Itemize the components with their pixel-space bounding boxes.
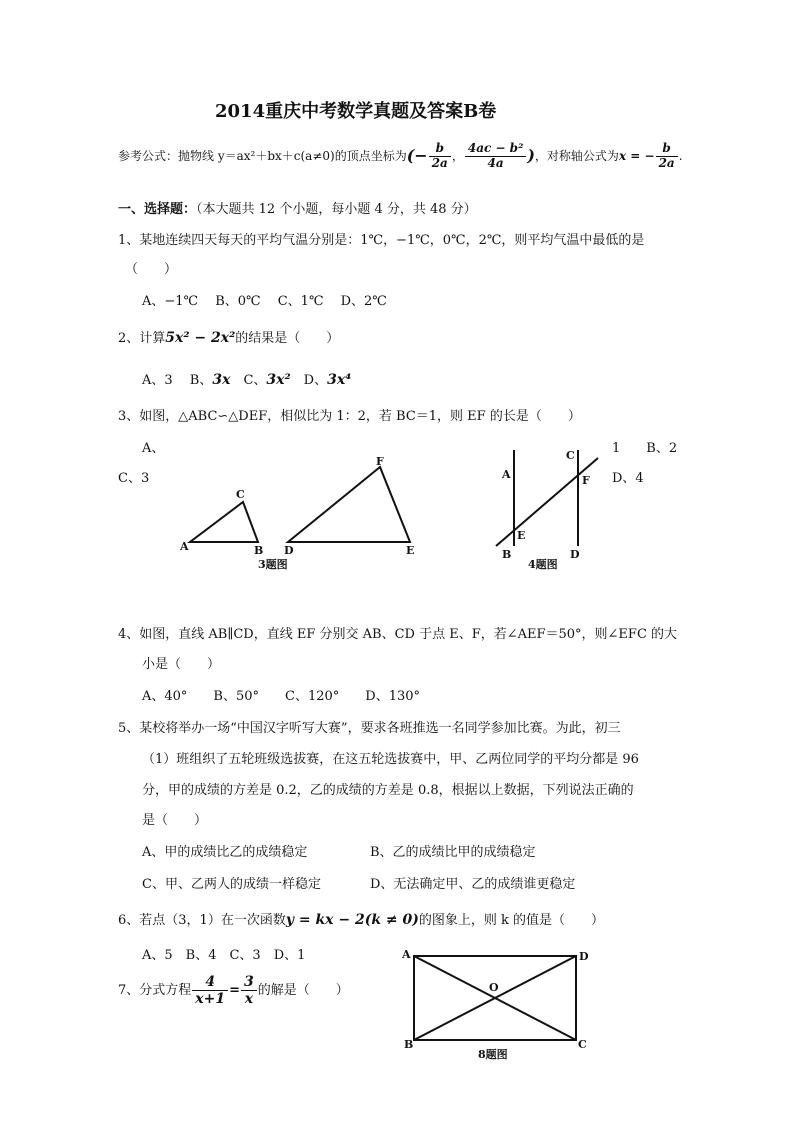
q5-opt-c: C、甲、乙两人的成绩一样稳定 [142,877,321,892]
q4-line2: 小是（ ） [142,657,221,672]
line-ef [496,458,598,546]
fig4-label-a: A [502,468,511,481]
q2-opt-a: A、3 B、 [142,373,213,388]
fig8-label-a: A [402,948,411,961]
section-header [118,203,477,216]
q5-opt-a: A、甲的成绩比乙的成绩稳定 [142,845,308,860]
formula-lparen: (− [406,146,428,166]
q5-line1: 5、某校将举办一场“中国汉字听写大赛”，要求各班推选一名同学参加比赛。为此，初三 [118,721,621,736]
q7-pre: 7、分式方程 [118,983,192,999]
fig4-label-f: F [582,474,590,487]
q3-opt-d: D、4 [612,471,644,486]
formula-mid: ，对称轴公式为 [534,149,619,164]
formula-f1-num: b [429,142,451,157]
fig8-caption: 8题图 [478,1048,508,1061]
q2-opt-d-label: D、 [290,373,328,388]
fig3-label-f: F [376,455,384,468]
q1-line1: 1、某地连续四天每天的平均气温分别是：1℃，−1℃，0℃，2℃，则平均气温中最低的是 [118,233,645,248]
q6-options: A、5 B、4 C、3 D、1 [142,948,306,963]
fig3-caption: 3题图 [258,558,288,571]
figure-3 [170,450,430,580]
triangle-def [288,467,410,542]
formula-f1-den: 2a [431,155,448,170]
q6-pre: 6、若点（3，1）在一次函数 [118,913,286,928]
fig3-label-c: C [236,488,245,501]
section-title: 一、选择题： [118,202,197,217]
formula-comma: ， [451,149,464,164]
q2-opt-d: 3x⁴ [327,372,352,388]
fig3-label-e: E [406,544,415,557]
figure-8 [398,942,598,1067]
q7-post: 的解是（ ） [257,983,349,999]
q1-options: A、−1℃ B、0℃ C、1℃ D、2℃ [142,294,387,309]
q5-line3: 分，甲的成绩的方差是 0.2，乙的成绩的方差是 0.8，根据以上数据，下列说法正确的 [142,783,634,798]
q7-f1-den: x+1 [195,991,226,1008]
formula-prefix: 参考公式：抛物线 y＝ax²＋bx＋c(a≠0)的顶点坐标为 [118,149,407,164]
q7-f1-num: 4 [192,974,228,991]
formula-f3-den: 2a [658,155,675,170]
fig4-label-b: B [502,548,512,561]
q2-opt-c-label: C、 [230,373,267,388]
formula-fraction-1 [429,142,451,171]
section-desc: （本大题共 12 个小题，每小题 4 分，共 48 分） [196,202,477,217]
fig4-label-e: E [517,529,526,542]
fig4-label-d: D [570,548,580,561]
q6-post: 的图象上，则 k 的值是（ ） [418,913,605,928]
q2-options [142,373,351,387]
q5-opt-d: D、无法确定甲、乙的成绩谁更稳定 [370,877,576,892]
q3-stem: 3、如图，△ABC∽△DEF，相似比为 1：2，若 BC＝1，则 EF 的长是（ ） [118,409,581,424]
q3-opt-a-b: 1 B、2 [612,441,678,456]
formula-fraction-3 [656,142,678,171]
q6-stem [118,913,604,927]
q2-expr: 5x² − 2x² [165,330,236,346]
q7-stem [118,974,349,1007]
q4-line1: 4、如图，直线 AB∥CD，直线 EF 分别交 AB、CD 于点 E、F，若∠AEF＝50°，则∠EFC 的大 [118,627,678,642]
q1-line2: （ ） [125,262,178,277]
q7-fraction-1 [192,974,228,1007]
q6-expr: y = kx − 2(k ≠ 0) [285,912,419,928]
figure-4 [490,440,610,575]
fig4-caption: 4题图 [528,558,558,571]
formula-fraction-2 [465,142,527,171]
q5-opt-b: B、乙的成绩比甲的成绩稳定 [370,845,536,860]
formula-x-eq: x = − [618,149,655,164]
q7-f2-num: 3 [241,974,257,991]
q3-opt-a: A、 [142,441,165,456]
q5-line4: 是（ ） [142,813,208,828]
q2-pre: 2、计算 [118,331,166,346]
q7-f2-den: x [244,991,254,1008]
fig3-label-a: A [180,540,189,553]
formula-end: . [678,149,683,164]
q4-options: A、40° B、50° C、120° D、130° [142,689,421,704]
fig8-label-c: C [578,1038,587,1051]
q2-opt-c: 3x² [266,372,291,388]
reference-formula [118,142,683,171]
triangle-abc [190,502,258,542]
fig3-label-b: B [254,544,264,557]
q7-eq: = [229,983,241,999]
q3-opt-c: C、3 [118,471,150,486]
page-title: 2014重庆中考数学真题及答案B卷 [215,101,497,122]
q5-line2: （1）班组织了五轮班级选拔赛，在这五轮选拔赛中，甲、乙两位同学的平均分都是 96 [142,752,639,767]
fig8-label-b: B [404,1038,414,1051]
fig8-label-o: O [489,981,499,994]
formula-rparen: ) [527,146,535,166]
fig4-label-c: C [566,449,575,462]
formula-f3-num: b [656,142,678,157]
fig8-label-d: D [579,950,589,963]
formula-f2-den: 4a [487,155,504,170]
q2-stem [118,331,339,345]
q7-fraction-2 [241,974,257,1007]
fig3-label-d: D [284,544,294,557]
q2-post: 的结果是（ ） [235,331,340,346]
formula-f2-num: 4ac − b² [465,142,527,157]
q2-opt-b: 3x [212,372,231,388]
